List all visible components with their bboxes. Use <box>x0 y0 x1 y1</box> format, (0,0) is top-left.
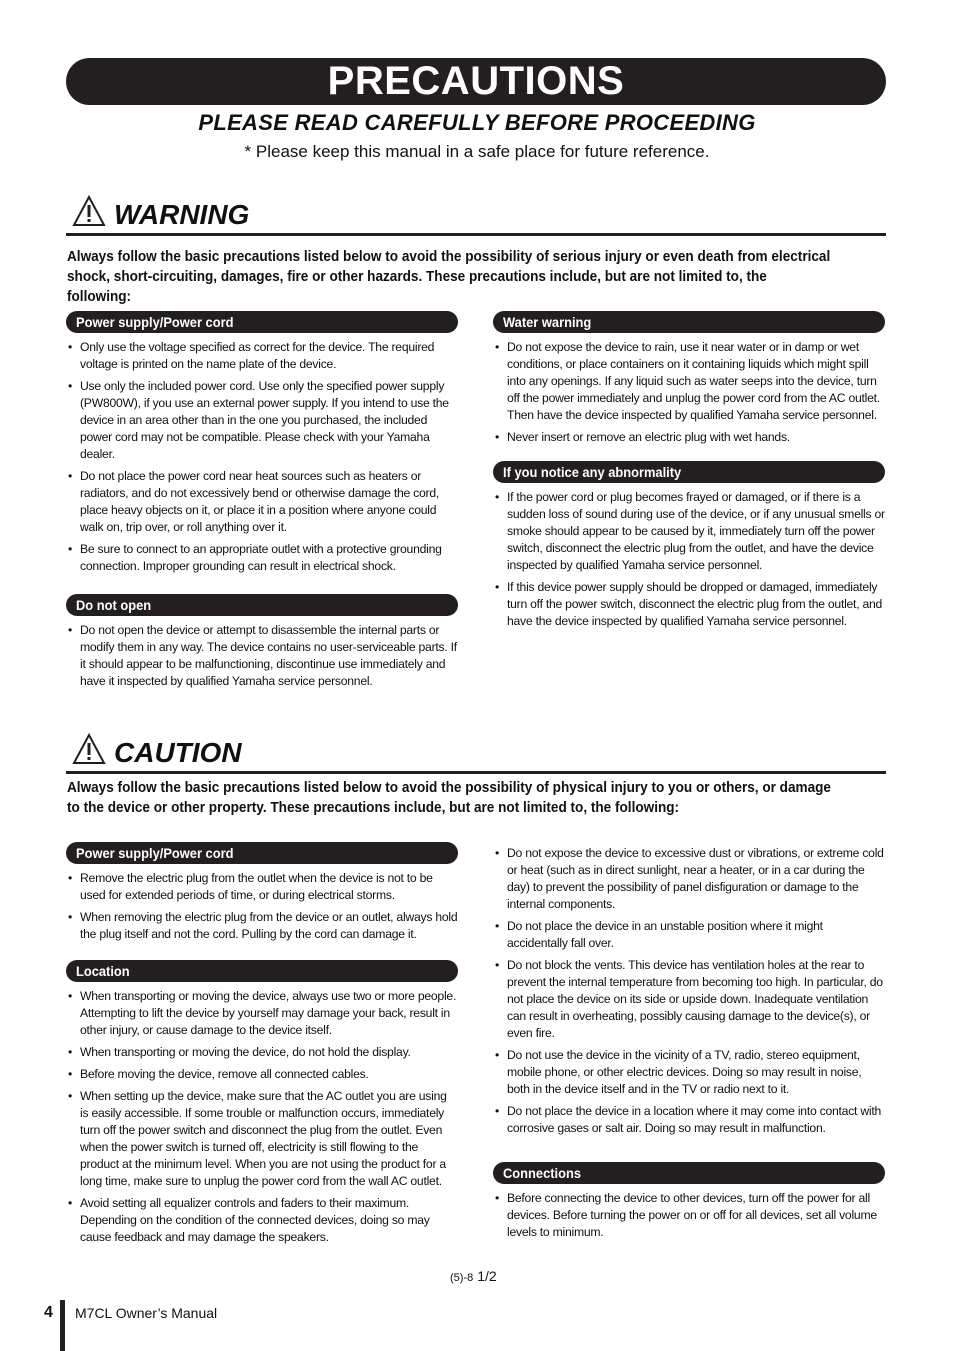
warning-triangle-icon <box>72 195 106 227</box>
list-item: • Never insert or remove an electric plug with wet hands. <box>493 429 885 446</box>
section-code: (5)-8 <box>450 1272 474 1284</box>
caution-title: CAUTION <box>114 737 242 768</box>
warning-right-1-heading: If you notice any abnormality <box>493 461 885 483</box>
page-fraction: 1/2 <box>477 1268 497 1284</box>
caution-left-1-heading: Location <box>66 960 458 982</box>
caution-right-0-list <box>493 1190 885 1241</box>
list-item: • Before connecting the device to other devices, turn off the power for all devices. Before turning the power on or off for all devices, set all volume levels to minimum. <box>493 1190 885 1241</box>
caution-right-0-heading: Connections <box>493 1162 885 1184</box>
caution-right-column <box>493 845 885 1246</box>
list-item: • If this device power supply should be dropped or damaged, immediately turn off the power switch, disconnect the electric plug from the outlet, and have the device inspected by qualified Yamaha service personnel. <box>493 579 885 630</box>
list-item: • Do not place the device in a location where it may come into contact with corrosive gases or salt air. Doing so may result in malfunction. <box>493 1103 885 1137</box>
caution-left-1-list <box>66 988 458 1246</box>
list-item: • Do not use the device in the vicinity of a TV, radio, stereo equipment, mobile phone, or other electric devices. Doing so may result in noise, both in the device itself and in the TV or radio next to it. <box>493 1047 885 1098</box>
list-item: • Do not expose the device to excessive dust or vibrations, or extreme cold or heat (such as in direct sunlight, near a heater, or in a car during the day) to prevent the possibility of panel disfiguration or damage to the internal components. <box>493 845 885 913</box>
warning-left-column <box>66 311 458 695</box>
caution-intro: Always follow the basic precautions listed below to avoid the possibility of physical injury to you or others, or damage to the device or other property. These precautions include, but are not limited to, the following: <box>67 780 831 816</box>
warning-right-1-list <box>493 489 885 630</box>
subtitle: PLEASE READ CAREFULLY BEFORE PROCEEDING <box>198 110 756 135</box>
page-title: PRECAUTIONS <box>66 58 886 105</box>
list-item: • Only use the voltage specified as correct for the device. The required voltage is printed on the name plate of the device. <box>66 339 458 373</box>
list-item: • Do not place the power cord near heat sources such as heaters or radiators, and do not excessively bend or otherwise damage the cord, place heavy objects on it, or place it in a position where anyone could walk on, trip over, or roll anything over it. <box>66 468 458 536</box>
keep-note: * Please keep this manual in a safe place for future reference. <box>244 142 710 161</box>
list-item: • Do not place the device in an unstable position where it might accidentally fall over. <box>493 918 885 952</box>
page-number: 4 <box>44 1304 53 1321</box>
caution-header <box>66 731 886 774</box>
warning-right-0-list <box>493 339 885 446</box>
list-item: • Use only the included power cord. Use only the specified power supply (PW800W), if you use an external power supply. If you intend to use the device in an area other than in the one you purchased, the included power cord may not be compatible. Please check with your Yamaha dealer. <box>66 378 458 463</box>
caution-left-column <box>66 842 458 1251</box>
warning-header <box>66 193 886 236</box>
list-item: • Avoid setting all equalizer controls and faders to their maximum. Depending on the condition of the connected devices, doing so may cause feedback and may damage the speakers. <box>66 1195 458 1246</box>
warning-left-1-heading: Do not open <box>66 594 458 616</box>
page-code <box>450 1268 497 1284</box>
caution-left-0-heading: Power supply/Power cord <box>66 842 458 864</box>
caution-triangle-icon <box>72 733 106 765</box>
warning-right-0-heading: Water warning <box>493 311 885 333</box>
warning-left-0-heading: Power supply/Power cord <box>66 311 458 333</box>
list-item: • When removing the electric plug from the device or an outlet, always hold the plug itself and not the cord. Pulling by the cord can damage it. <box>66 909 458 943</box>
caution-left-0-list <box>66 870 458 943</box>
manual-name: M7CL Owner’s Manual <box>75 1305 218 1321</box>
list-item: • Be sure to connect to an appropriate outlet with a protective grounding connection. Improper grounding can result in electrical shock. <box>66 541 458 575</box>
caution-right-list <box>493 845 885 1137</box>
list-item: • When transporting or moving the device, do not hold the display. <box>66 1044 458 1061</box>
warning-title: WARNING <box>114 199 250 230</box>
warning-intro: Always follow the basic precautions listed below to avoid the possibility of serious injury or even death from electrical shock, short-circuiting, damages, fire or other hazards. These precautions include, but are not limited to, the following: <box>67 249 831 305</box>
list-item: • When setting up the device, make sure that the AC outlet you are using is easily accessible. If some trouble or malfunction occurs, immediately turn off the power switch and disconnect the plug from the outlet. Even when the power switch is turned off, electricity is still flowing to the product at the minimum level. When you are not using the product for a long time, make sure to unplug the power cord from the wall AC outlet. <box>66 1088 458 1190</box>
list-item: • Remove the electric plug from the outlet when the device is not to be used for extended periods of time, or during electrical storms. <box>66 870 458 904</box>
list-item: • If the power cord or plug becomes frayed or damaged, or if there is a sudden loss of sound during use of the device, or if any unusual smells or smoke should appear to be caused by it, immediately turn off the power switch, disconnect the electric plug from the outlet, and have the device inspected by qualified Yamaha service personnel. <box>493 489 885 574</box>
list-item: • Do not block the vents. This device has ventilation holes at the rear to prevent the internal temperature from becoming too high. In particular, do not place the device on its side or upside down. Inadequate ventilation can result in overheating, possibly causing damage to the device(s), or even fire. <box>493 957 885 1042</box>
warning-left-1-list <box>66 622 458 690</box>
warning-left-0-list <box>66 339 458 575</box>
list-item: • Do not open the device or attempt to disassemble the internal parts or modify them in any way. The device contains no user-serviceable parts. If it should appear to be malfunctioning, discontinue use immediately and have it inspected by qualified Yamaha service personnel. <box>66 622 458 690</box>
list-item: • Before moving the device, remove all connected cables. <box>66 1066 458 1083</box>
footer-divider <box>60 1300 65 1351</box>
list-item: • When transporting or moving the device, always use two or more people. Attempting to lift the device by yourself may damage your back, result in other injury, or cause damage to the device itself. <box>66 988 458 1039</box>
list-item: • Do not expose the device to rain, use it near water or in damp or wet conditions, or place containers on it containing liquids which might spill into any openings. If any liquid such as water seeps into the device, turn off the power immediately and unplug the power cord from the AC outlet. Then have the device inspected by qualified Yamaha service personnel. <box>493 339 885 424</box>
warning-right-column <box>493 311 885 635</box>
